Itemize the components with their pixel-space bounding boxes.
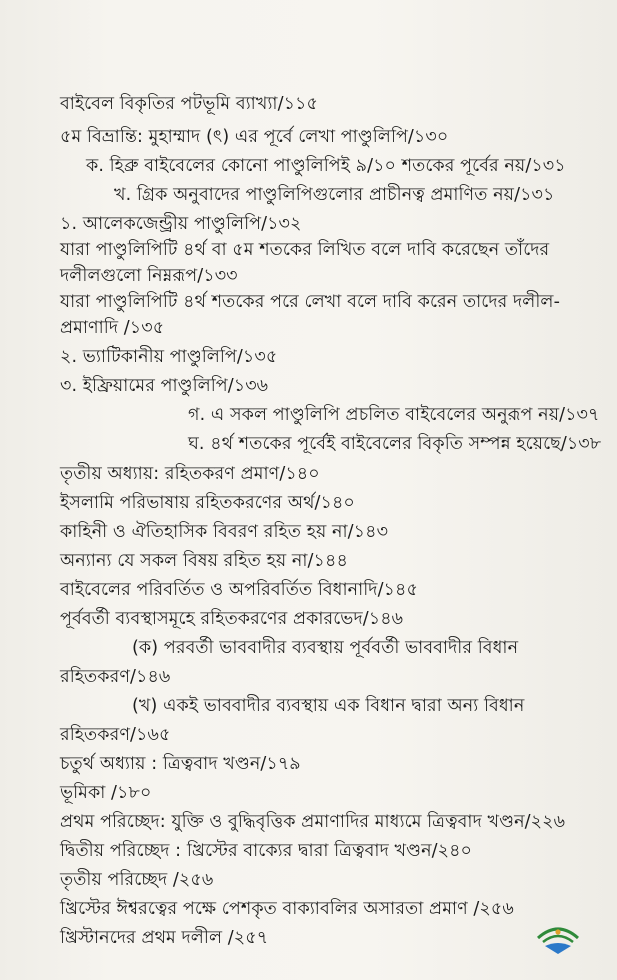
toc-entry: দলীলগুলো নিম্নরূপ/১৩৩ [60, 266, 238, 286]
publisher-logo-icon [535, 918, 581, 956]
toc-entry: ৫ম বিভ্রান্তি: মুহাম্মাদ (ৎ) এর পূর্বে লেখা পাণ্ডুলিপি/১৩০ [60, 127, 449, 147]
toc-entry: রহিতকরণ/১৬৫ [60, 725, 171, 745]
toc-entry: খ্রিস্টের ঈশ্বরত্বের পক্ষে পেশকৃত বাক্যাবলির অসারতা প্রমাণ /২৫৬ [60, 899, 514, 919]
toc-entry: তৃতীয় অধ্যায়: রহিতকরণ প্রমাণ/১৪০ [60, 464, 320, 484]
toc-entry: (খ) একই ভাববাদীর ব্যবস্থায় এক বিধান দ্বারা অন্য বিধান [132, 696, 525, 716]
toc-entry: অন্যান্য যে সকল বিষয় রহিত হয় না/১৪৪ [60, 551, 348, 571]
toc-entry: প্রমাণাদি /১৩৫ [60, 318, 165, 338]
toc-entry: ১. আলেকজেন্ড্রীয় পাণ্ডুলিপি/১৩২ [60, 214, 302, 234]
toc-entry: চতুর্থ অধ্যায় : ত্রিত্ববাদ খণ্ডন/১৭৯ [60, 754, 301, 774]
toc-entry: খ্রিস্টানদের প্রথম দলীল /২৫৭ [60, 928, 269, 948]
toc-entry: প্রথম পরিচ্ছেদ: যুক্তি ও বুদ্ধিবৃত্তিক প্রমাণাদির মাধ্যমে ত্রিত্ববাদ খণ্ডন/২২৬ [60, 812, 566, 832]
toc-entry: বাইবেল বিকৃতির পটভূমি ব্যাখ্যা/১১৫ [60, 94, 318, 114]
show-through-text [360, 96, 364, 112]
toc-entry: রহিতকরণ/১৪৬ [60, 667, 171, 687]
toc-entry: যারা পাণ্ডুলিপিটি ৪র্থ শতকের পরে লেখা বলে দাবি করেন তাদের দলীল- [60, 292, 560, 312]
toc-entry: বাইবেলের পরিবর্তিত ও অপরিবর্তিত বিধানাদি/১৪৫ [60, 580, 418, 600]
toc-entry: দ্বিতীয় পরিচ্ছেদ : খ্রিস্টের বাক্যের দ্বারা ত্রিত্ববাদ খণ্ডন/২৪০ [60, 841, 473, 861]
toc-entry: গ. এ সকল পাণ্ডুলিপি প্রচলিত বাইবেলের অনুরূপ নয়/১৩৭ [188, 405, 600, 425]
toc-entry: ক. হিব্রু বাইবেলের কোনো পাণ্ডুলিপিই ৯/১০ শতকের পূর্বের নয়/১৩১ [86, 156, 566, 176]
show-through-text [300, 66, 304, 82]
toc-entry: ইসলামি পরিভাষায় রহিতকরণের অর্থ/১৪০ [60, 493, 355, 513]
toc-entry: পূর্ববর্তী ব্যবস্থাসমূহে রহিতকরণের প্রকারভেদ/১৪৬ [60, 609, 404, 629]
toc-entry: ৩. ইফ্রিয়ামের পাণ্ডুলিপি/১৩৬ [60, 376, 269, 396]
toc-entry: (ক) পরবর্তী ভাববাদীর ব্যবস্থায় পূর্ববর্তী ভাববাদীর বিধান [132, 638, 519, 658]
toc-entry: ২. ভ্যাটিকানীয় পাণ্ডুলিপি/১৩৫ [60, 347, 278, 367]
toc-entry: কাহিনী ও ঐতিহাসিক বিবরণ রহিত হয় না/১৪৩ [60, 522, 389, 542]
toc-entry: তৃতীয় পরিচ্ছেদ /২৫৬ [60, 870, 214, 890]
toc-entry: ঘ. ৪র্থ শতকের পূর্বেই বাইবেলের বিকৃতি সম্পন্ন হয়েছে/১৩৮ [188, 434, 602, 454]
toc-entry: ভূমিকা /১৮০ [60, 783, 152, 803]
toc-entry: যারা পাণ্ডুলিপিটি ৪র্থ বা ৫ম শতকের লিখিত বলে দাবি করেছেন তাঁদের [60, 240, 550, 260]
toc-entry: খ. গ্রিক অনুবাদের পাণ্ডুলিপিগুলোর প্রাচীনত্ব প্রমাণিত নয়/১৩১ [114, 185, 555, 205]
